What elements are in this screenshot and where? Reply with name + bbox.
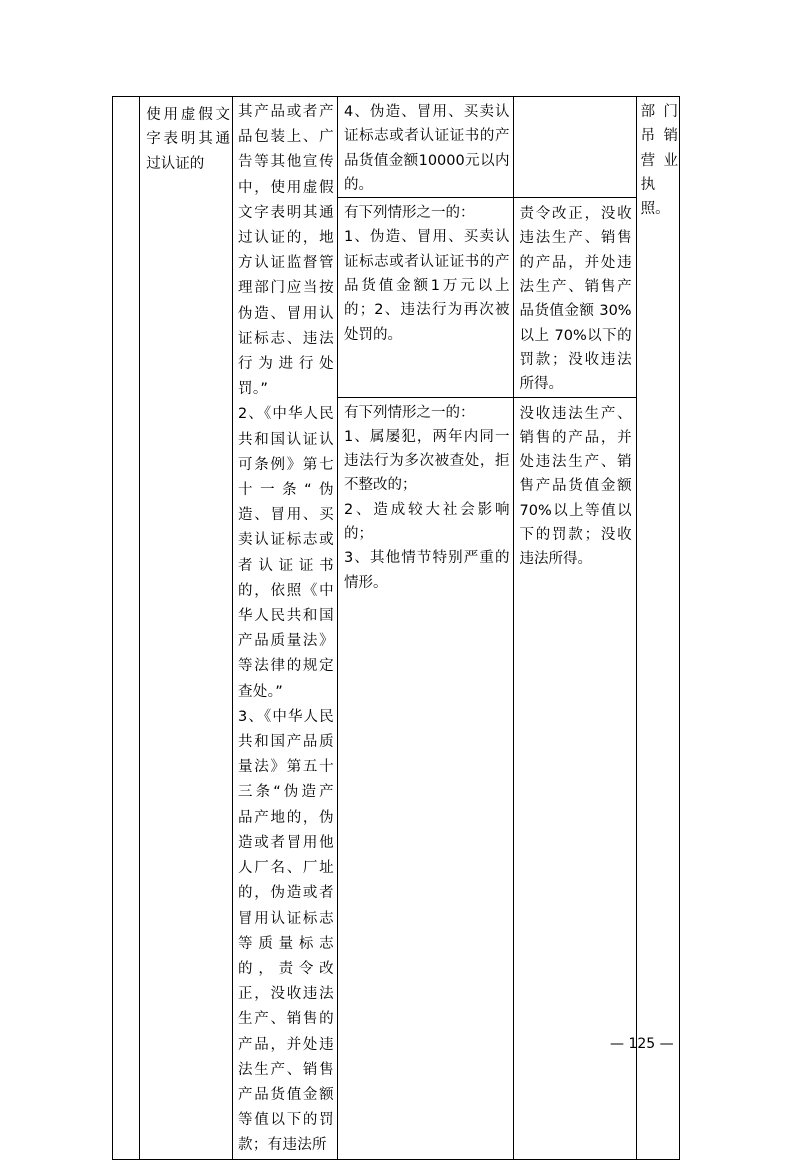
circumstance-cell-3 xyxy=(337,397,513,1159)
legal-basis-text: 其产品或者产品包装上、广告等其他宣传中，使用虚假文字表明其通过认证的，地方认证监督管理部门应当按伪造、冒用认证标志、违法行为进行处罚。” 2、《中华人民共和国认证认可条例》第七十一条“伪造、冒用、买卖认证标志或者认证证书的，依照《中华人民共和国产品质量法》等法律的规定查处。” 3、《中华人民共和国产品质量法》第五十三条“伪造产品产地的，伪造或者冒用他人厂名、厂址的，伪造或者冒用认证标志等质量标志的，责令改正，没收违法生产、销售的产品，并处违法生产、销售产品货值金额等值以下的罚款；有违法所 xyxy=(238,104,334,1154)
index-cell xyxy=(113,97,140,1160)
penalty-cell-2 xyxy=(513,198,636,397)
remark-text: 部门吊销营业执照。 xyxy=(640,104,678,218)
circumstance-text-3: 有下列情形之一的： 1、属屡犯，两年内同一违法行为多次被查处，拒不整改的； 2、造成较大社会影响的； 3、其他情节特别严重的情形。 xyxy=(343,404,510,591)
circumstance-text-1: 4、伪造、冒用、买卖认证标志或者认证证书的产品货值金额10000元以内的。 xyxy=(343,104,510,193)
penalty-text-2: 责令改正，没收违法生产、销售的产品，并处违法生产、销售产品货值金额 30%以上 70%以下的罚款；没收违法所得。 xyxy=(519,206,632,393)
circumstance-cell-1 xyxy=(337,97,513,198)
circumstance-text-2: 有下列情形之一的： 1、伪造、冒用、买卖认证标志或者认证证书的产品货值金额1万元以上的；2、违法行为再次被处罚的。 xyxy=(343,205,510,343)
penalty-cell-1 xyxy=(513,97,636,198)
remark-cell xyxy=(636,97,679,1160)
page-number: — 125 — xyxy=(610,1036,674,1052)
violation-label: 使用虚假文字表明其通过认证的 xyxy=(146,107,231,172)
circumstance-cell-2 xyxy=(337,198,513,397)
violation-cell xyxy=(140,97,233,1160)
penalty-standards-table xyxy=(112,96,680,1160)
legal-basis-cell xyxy=(233,97,338,1160)
penalty-text-3: 没收违法生产、销售的产品，并处违法生产、销售产品货值金额 70%以上等值以下的罚款；没收违法所得。 xyxy=(519,405,632,568)
